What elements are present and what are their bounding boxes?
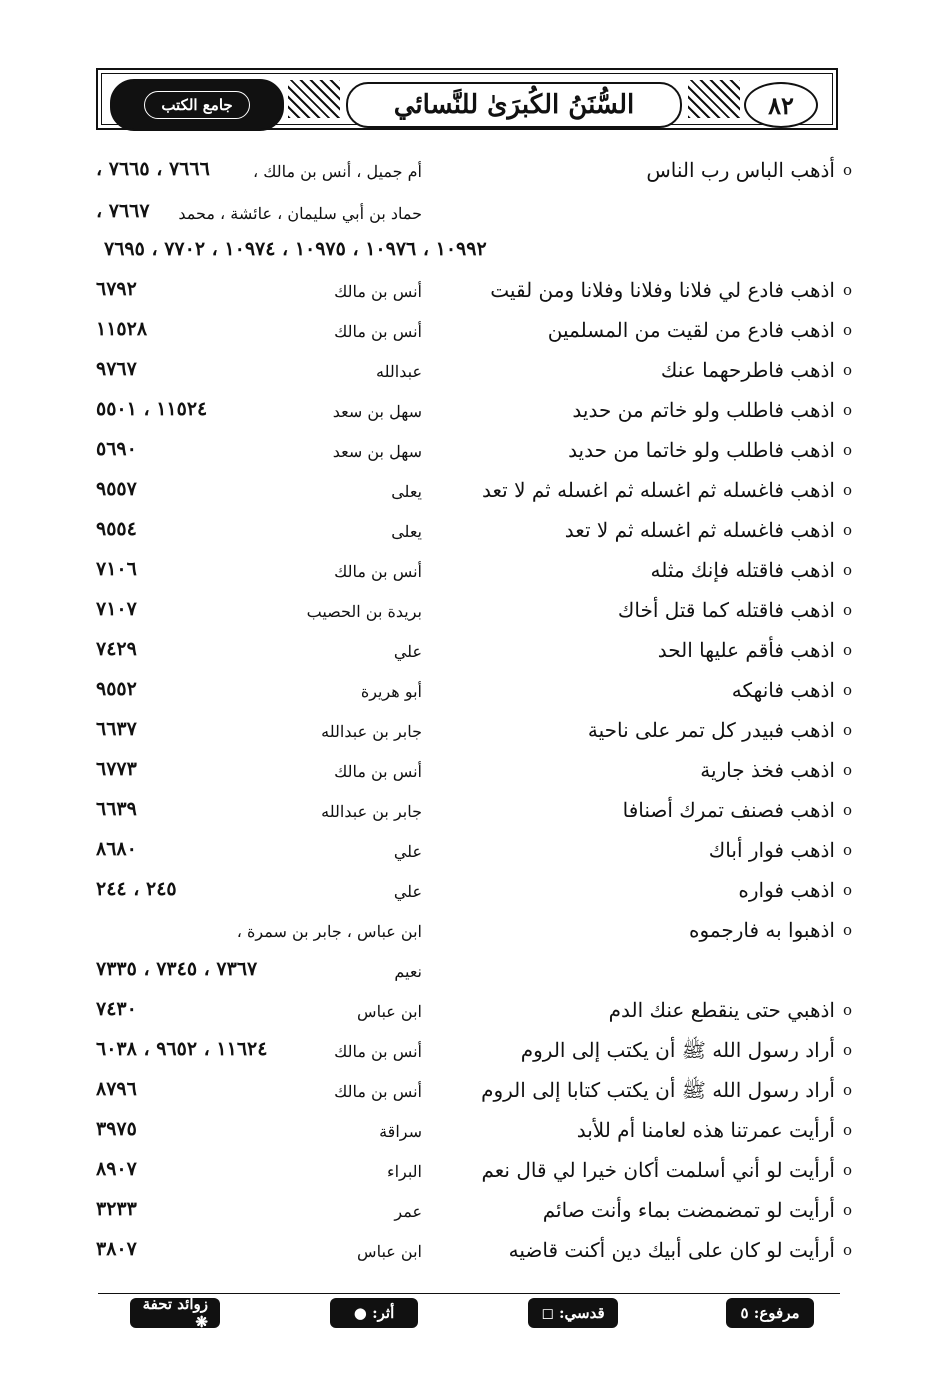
list-item (0, 678, 944, 718)
narrator: جابر بن عبدالله (321, 802, 422, 821)
narrator: سهل بن سعد (332, 402, 422, 421)
legend-athar: أثر: ● (330, 1298, 418, 1328)
reference-numbers: ٧٣٦٧ ، ٧٣٤٥ ، ٧٣٣٥ (96, 958, 258, 980)
marfu-marker-icon: o (842, 681, 852, 699)
narrator: ابن عباس ، جابر بن سمرة ، (236, 922, 422, 941)
legend-qudsi: قدسي: ◻ (528, 1298, 618, 1328)
reference-numbers: ٦٦٣٧ (96, 718, 137, 740)
hadith-text: oاذهب فصنف تمرك أصنافا (622, 798, 852, 822)
marfu-marker-icon: o (842, 321, 852, 339)
list-item (0, 438, 944, 478)
list-item (0, 558, 944, 598)
list-item (0, 918, 944, 958)
hadith-text: oاذهب فاغسله ثم اغسله ثم اغسله ثم لا تعد (482, 478, 852, 502)
marfu-marker-icon: o (842, 1041, 852, 1059)
marfu-marker-icon: o (842, 601, 852, 619)
list-item (0, 798, 944, 838)
narrator: عمر (394, 1202, 422, 1221)
list-item (0, 1238, 944, 1278)
marfu-marker-icon: o (842, 361, 852, 379)
marfu-marker-icon: o (842, 561, 852, 579)
list-item (0, 1078, 944, 1118)
marfu-marker-icon: o (842, 1241, 852, 1259)
narrator: علي (393, 882, 422, 901)
marfu-marker-icon: o (842, 521, 852, 539)
hadith-text: oأذهب الباس رب الناس (646, 158, 852, 182)
narrator: أنس بن مالك (334, 322, 422, 341)
book-title: السُّنَنُ الكُبرَىٰ للنَّسائي (346, 82, 682, 128)
hadith-text: oاذهب فأقم عليها الحد (657, 638, 852, 662)
marfu-marker-icon: o (842, 1161, 852, 1179)
narrator: عبدالله (376, 362, 422, 381)
hadith-text: oاذهب فاغسله ثم اغسله ثم لا تعد (564, 518, 852, 542)
list-item (0, 518, 944, 558)
narrator: سراقة (379, 1122, 422, 1141)
reference-numbers: ٧٤٢٩ (96, 638, 137, 660)
marfu-marker-icon: o (842, 881, 852, 899)
list-item-continuation (0, 958, 944, 998)
list-item (0, 1158, 944, 1198)
hadith-text: oاذهب فاقتله كما قتل أخاك (617, 598, 852, 622)
reference-numbers: ٨٦٨٠ (96, 838, 137, 860)
reference-numbers: ٩٧٦٧ (96, 358, 137, 380)
hadith-text: oاذهب فاطرحهما عنك (660, 358, 852, 382)
list-item (0, 998, 944, 1038)
marfu-marker-icon: o (842, 801, 852, 819)
hadith-text: oأراد رسول الله ﷺ أن يكتب إلى الروم (520, 1038, 852, 1062)
hadith-text: oاذهب فبيدر كل تمر على ناحية (587, 718, 852, 742)
narrator: علي (393, 842, 422, 861)
list-item (0, 398, 944, 438)
reference-numbers: ١١٦٢٤ ، ٩٦٥٢ ، ٦٠٣٨ (96, 1038, 268, 1060)
list-item (0, 318, 944, 358)
reference-numbers: ٧١٠٦ (96, 558, 137, 580)
reference-numbers: ٦٦٣٩ (96, 798, 137, 820)
reference-numbers: ٣٨٠٧ (96, 1238, 137, 1260)
narrator: ابن عباس (357, 1002, 422, 1021)
narrator: علي (393, 642, 422, 661)
narrator: البراء (387, 1162, 422, 1181)
reference-numbers: ٥٦٩٠ (96, 438, 137, 460)
hadith-text: oاذهب فادع لي فلانا وفلانا وفلانا ومن لقيت (490, 278, 852, 302)
narrator: جابر بن عبدالله (321, 722, 422, 741)
hadith-text: oاذهب فانهكه (731, 678, 852, 702)
logo-text: جامع الكتب (144, 91, 249, 119)
reference-numbers: ١١٥٢٤ ، ٥٥٠١ (96, 398, 208, 420)
narrator: أنس بن مالك (334, 1082, 422, 1101)
hadith-text: oأرأيت لو أني أسلمت أكان خيرا لي قال نعم (481, 1158, 852, 1182)
reference-numbers: ٧٦٦٧ ، (96, 200, 150, 222)
narrator: أم جميل ، أنس بن مالك ، (252, 162, 422, 181)
list-item (0, 638, 944, 678)
narrator: بريدة بن الحصيب (306, 602, 422, 621)
marfu-marker-icon: o (842, 161, 852, 179)
hadith-text: oاذهبي حتى ينقطع عنك الدم (608, 998, 852, 1022)
hadith-text: oاذهبوا به فارجموه (688, 918, 852, 942)
reference-numbers: ٩٥٥٧ (96, 478, 137, 500)
narrator: أنس بن مالك (334, 282, 422, 301)
hadith-text: oاذهب فخذ جارية (700, 758, 852, 782)
marfu-marker-icon: o (842, 401, 852, 419)
reference-numbers: ٢٤٥ ، ٢٤٤ (96, 878, 177, 900)
list-item (0, 838, 944, 878)
narrator: يعلى (391, 522, 422, 541)
narrator: سهل بن سعد (332, 442, 422, 461)
legend-marfu: مرفوع: ٥ (726, 1298, 814, 1328)
reference-numbers: ٩٥٥٢ (96, 678, 137, 700)
narrator: يعلى (391, 482, 422, 501)
reference-numbers: ٧٦٦٦ ، ٧٦٦٥ ، (96, 158, 210, 180)
marfu-marker-icon: o (842, 641, 852, 659)
hadith-text: oأرأيت لو تمضمضت بماء وأنت صائم (542, 1198, 852, 1222)
marfu-marker-icon: o (842, 841, 852, 859)
reference-numbers: ٨٩٠٧ (96, 1158, 137, 1180)
marfu-marker-icon: o (842, 921, 852, 939)
hadith-text: oاذهب فادع من لقيت من المسلمين (547, 318, 852, 342)
hadith-text: oاذهب فاقتله فإنك مثله (650, 558, 852, 582)
list-item-continuation (0, 200, 944, 240)
narrator: أنس بن مالك (334, 562, 422, 581)
hadith-text: oاذهب فواره (738, 878, 852, 902)
hadith-text: oأرأيت عمرتنا هذه لعامنا أم للأبد (576, 1118, 852, 1142)
narrator: أنس بن مالك (334, 762, 422, 781)
reference-numbers: ٧٤٣٠ (96, 998, 137, 1020)
narrator: حماد بن أبي سليمان ، عائشة ، محمد (178, 204, 422, 223)
marfu-marker-icon: o (842, 1121, 852, 1139)
marfu-marker-icon: o (842, 721, 852, 739)
reference-numbers: ٩٥٥٤ (96, 518, 137, 540)
marfu-marker-icon: o (842, 1201, 852, 1219)
list-item (0, 1038, 944, 1078)
list-item (0, 358, 944, 398)
footer-divider (98, 1293, 840, 1294)
legend-zawaid: زوائد تحفة ❋ (130, 1298, 220, 1328)
list-item (0, 598, 944, 638)
hadith-text: oاذهب فاطلب ولو خاتم من حديد (572, 398, 852, 422)
reference-numbers: ١١٥٢٨ (96, 318, 148, 340)
marfu-marker-icon: o (842, 1001, 852, 1019)
reference-numbers: ٦٧٧٣ (96, 758, 137, 780)
marfu-marker-icon: o (842, 481, 852, 499)
hadith-text: oاذهب فوار أباك (708, 838, 852, 862)
list-item (0, 718, 944, 758)
narrator: أبو هريرة (360, 682, 422, 701)
list-item (0, 758, 944, 798)
list-item (0, 278, 944, 318)
narrator: نعيم (394, 962, 422, 981)
page-number: ٨٢ (744, 82, 818, 128)
reference-numbers: ٨٧٩٦ (96, 1078, 137, 1100)
hadith-text: oأرأيت لو كان على أبيك دين أكنت قاضيه (508, 1238, 852, 1262)
marfu-marker-icon: o (842, 441, 852, 459)
list-item (0, 1118, 944, 1158)
list-item (0, 878, 944, 918)
list-item-continuation (0, 238, 944, 278)
reference-numbers: ٣٩٧٥ (96, 1118, 137, 1140)
narrator: ابن عباس (357, 1242, 422, 1261)
reference-numbers: ٧١٠٧ (96, 598, 137, 620)
reference-numbers: ١٠٩٩٢ ، ١٠٩٧٦ ، ١٠٩٧٥ ، ١٠٩٧٤ ، ٧٧٠٢ ، ٧٦٩٥ (104, 238, 487, 260)
hadith-text: oاذهب فاطلب ولو خاتما من حديد (568, 438, 852, 462)
marfu-marker-icon: o (842, 1081, 852, 1099)
list-item (0, 478, 944, 518)
reference-numbers: ٦٧٩٢ (96, 278, 137, 300)
narrator: أنس بن مالك (334, 1042, 422, 1061)
marfu-marker-icon: o (842, 281, 852, 299)
hadith-text: oأراد رسول الله ﷺ أن يكتب كتابا إلى الروم (481, 1078, 852, 1102)
reference-numbers: ٣٢٣٣ (96, 1198, 137, 1220)
list-item (0, 1198, 944, 1238)
list-item (0, 158, 944, 198)
marfu-marker-icon: o (842, 761, 852, 779)
